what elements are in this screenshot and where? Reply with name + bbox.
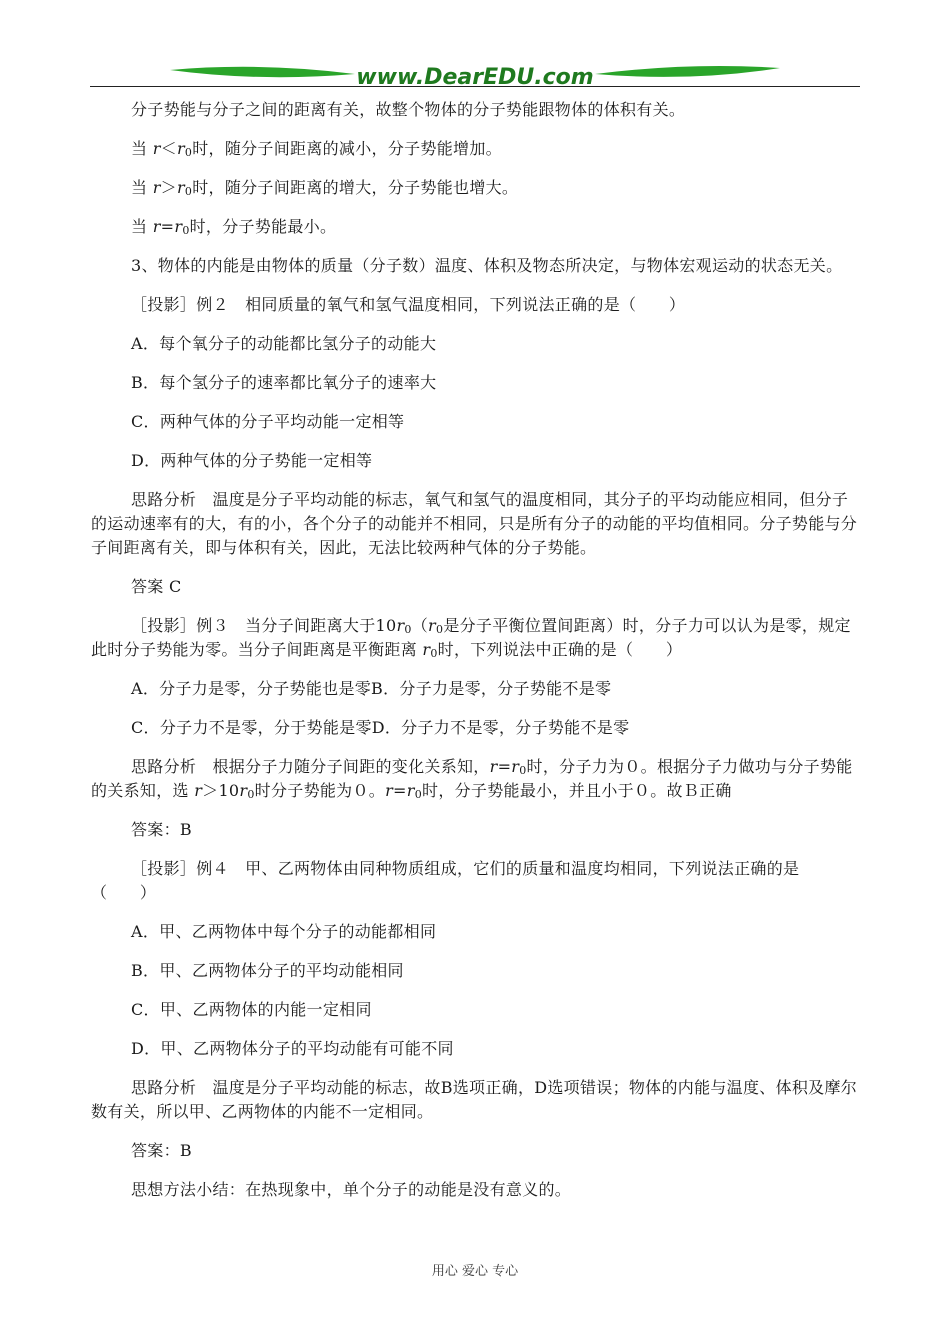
header-banner — [90, 58, 860, 94]
example2-question: ［投影］例２ 相同质量的氧气和氢气温度相同，下列说法正确的是（ ） — [131, 295, 686, 314]
example4-answer: 答案：B — [131, 1141, 192, 1160]
example4-option-a: A．甲、乙两物体中每个分子的动能都相同 — [131, 922, 437, 941]
example4-analysis: 思路分析 温度是分子平均动能的标志，故B选项正确，D选项错误；物体的内能与温度、体积及摩尔数有关，所以甲、乙两物体的内能不一定相同。 — [91, 1078, 858, 1121]
example2-option-b: B．每个氢分子的速率都比氧分子的速率大 — [131, 373, 437, 392]
method-summary: 思想方法小结：在热现象中，单个分子的动能是没有意义的。 — [131, 1180, 572, 1199]
case-greater-than: 当 $r>r_0$时，随分子间距离的增大，分子势能也增大。 — [131, 178, 519, 198]
page-footer: 用心 爱心 专心 — [431, 1264, 519, 1279]
example3-answer: 答案：B — [131, 820, 192, 839]
logo-text: www.DearEDU.com — [356, 65, 594, 90]
document-body — [91, 98, 861, 1217]
example4-option-c: C．甲、乙两物体的内能一定相同 — [131, 1000, 372, 1019]
example3-question: ［投影］例３ 当分子间距离大于$10r_0(r_0$是分子平衡位置间距离）时，分子力可以认为是零，规定此时分子势能为零。当分子间距离是平衡距离 $r_0$时，下列说法中正确的是（ ） — [91, 616, 851, 660]
example2-option-c: C．两种气体的分子平均动能一定相等 — [131, 412, 405, 431]
case-less-than: 当 $r<r_0$时，随分子间距离的减小，分子势能增加。 — [131, 139, 502, 159]
right-swoosh — [595, 66, 780, 77]
example3-options-cd: C．分子力不是零，分于势能是零D．分子力不是零，分子势能不是零 — [131, 718, 630, 737]
header-logo — [90, 58, 860, 94]
example2-analysis: 思路分析 温度是分子平均动能的标志，氧气和氢气的温度相同，其分子的平均动能应相同，但分子的运动速率有的大，有的小，各个分子的动能并不相同，只是所有分子的动能的平均值相同。分子势能与分子间距离有关，即与体积有关，因此，无法比较两种气体的分子势能。 — [91, 490, 858, 557]
example3-analysis: 思路分析 根据分子力随分子间距的变化关系知，$r=r_0$时，分子力为０。根据分子力做功与分子势能的关系知，选 $r>10r_0$时分子势能为０。$r=r_0$时，分子势能最小，并且小于０。故Ｂ正确 — [91, 757, 853, 801]
left-swoosh — [170, 67, 355, 77]
header-rule — [90, 86, 860, 87]
example3-options-ab: A．分子力是零，分子势能也是零B．分子力是零，分子势能不是零 — [131, 679, 612, 698]
example2-answer: 答案 C — [131, 577, 182, 596]
paragraph-intro: 分子势能与分子之间的距离有关，故整个物体的分子势能跟物体的体积有关。 — [131, 100, 686, 119]
example4-option-d: D．甲、乙两物体分子的平均动能有可能不同 — [131, 1039, 454, 1058]
paragraph-internal-energy: 3、物体的内能是由物体的质量（分子数）温度、体积及物态所决定，与物体宏观运动的状态无关。 — [131, 256, 843, 275]
example2-option-a: A．每个氧分子的动能都比氢分子的动能大 — [131, 334, 437, 353]
example4-question: ［投影］例４ 甲、乙两物体由同种物质组成，它们的质量和温度均相同，下列说法正确的是 （ ） — [91, 859, 849, 902]
example4-option-b: B．甲、乙两物体分子的平均动能相同 — [131, 961, 404, 980]
example2-option-d: D．两种气体的分子势能一定相等 — [131, 451, 373, 470]
case-equal: 当 $r=r_0$时，分子势能最小。 — [131, 217, 337, 237]
